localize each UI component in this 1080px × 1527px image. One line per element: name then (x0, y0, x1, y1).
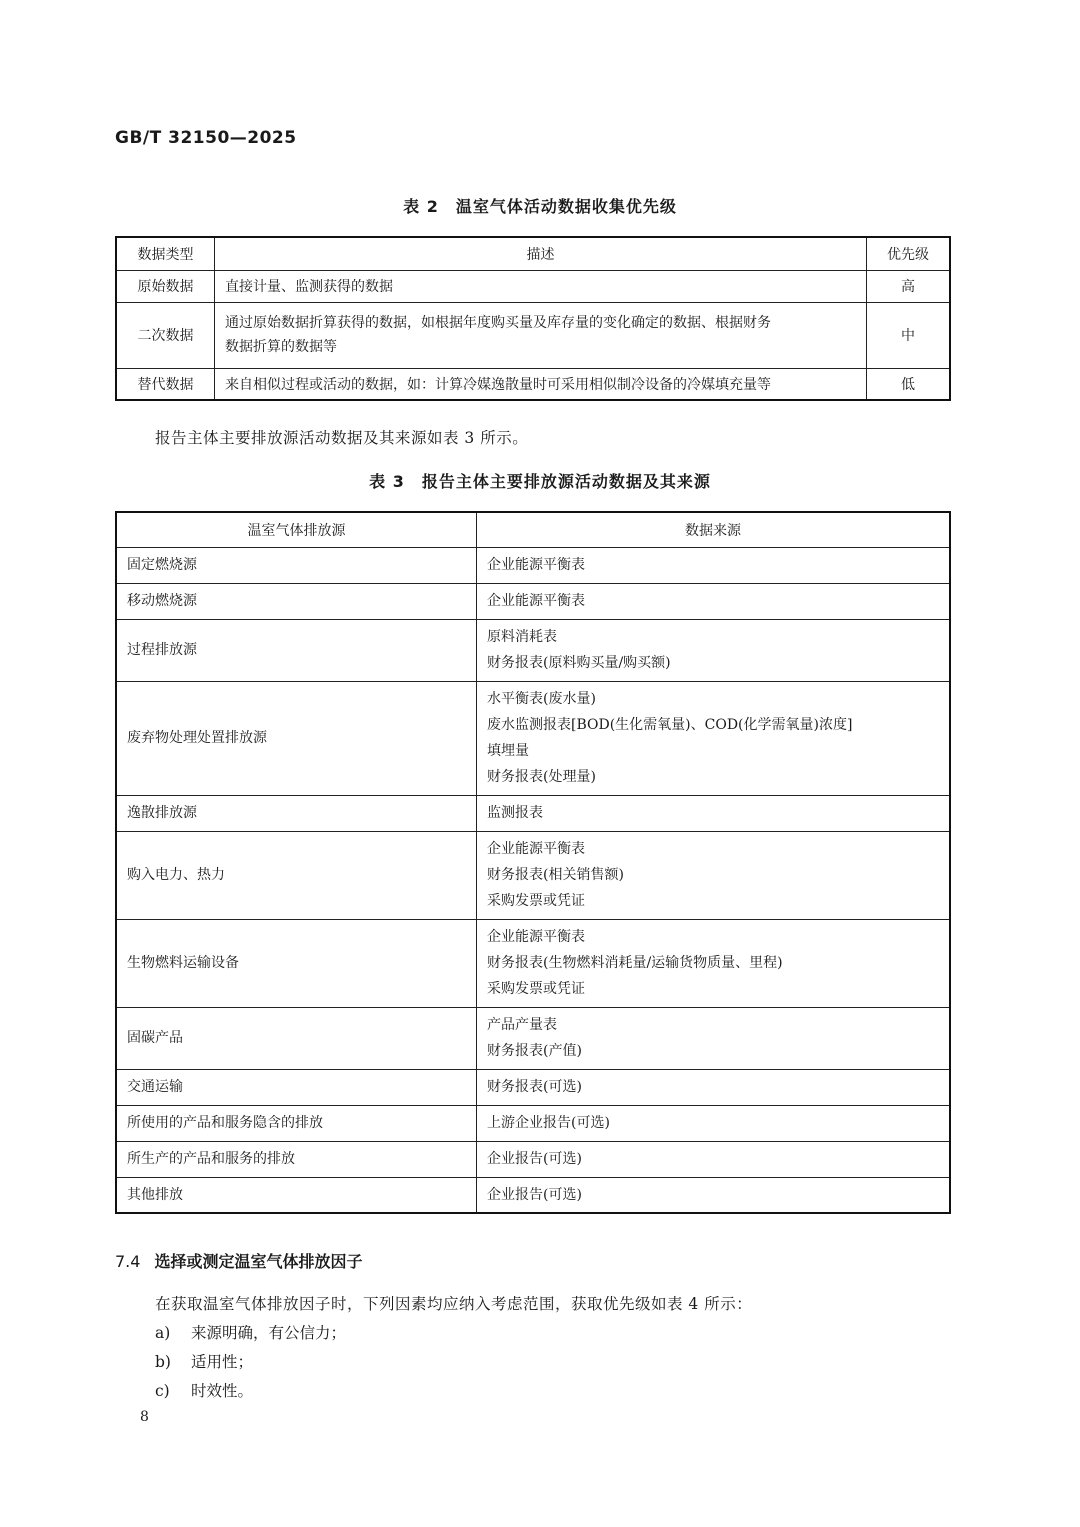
data-source-cell (477, 1177, 951, 1213)
emission-source-cell: 生物燃料运输设备 (116, 919, 477, 1007)
data-source-cell (477, 831, 951, 919)
table2-header: 描述 (215, 237, 867, 270)
table3-header-row (116, 512, 950, 547)
list-text: 适用性； (191, 1353, 254, 1371)
data-source-cell (477, 919, 951, 1007)
table-row (116, 1069, 950, 1105)
data-source-line: 水平衡表(废水量) (487, 691, 596, 707)
list-text: 来源明确，有公信力； (191, 1324, 347, 1342)
data-type-cell: 二次数据 (116, 302, 215, 368)
data-source-line: 财务报表(生物燃料消耗量/运输货物质量、里程) (487, 955, 783, 971)
emission-source-cell: 废弃物处理处置排放源 (116, 681, 477, 795)
data-source-line: 财务报表(可选) (487, 1079, 582, 1095)
page-number: 8 (140, 1409, 149, 1425)
data-source-line: 企业能源平衡表 (487, 841, 585, 857)
data-source-cell (477, 681, 951, 795)
table2-header: 优先级 (867, 237, 951, 270)
table-row (116, 1141, 950, 1177)
table-row (116, 831, 950, 919)
table-row (116, 547, 950, 583)
list-item (155, 1321, 346, 1343)
emission-source-cell: 移动燃烧源 (116, 583, 477, 619)
data-source-line: 监测报表 (487, 805, 543, 821)
section-title: 选择或测定温室气体排放因子 (154, 1252, 363, 1271)
table-row (116, 270, 950, 302)
table3-caption: 表 3 报告主体主要排放源活动数据及其来源 (369, 472, 711, 491)
table-row (116, 1007, 950, 1069)
data-type-cell: 替代数据 (116, 368, 215, 400)
priority-cell: 中 (867, 302, 951, 368)
data-source-line: 原料消耗表 (487, 629, 557, 645)
table-row (116, 619, 950, 681)
data-source-line: 财务报表(处理量) (487, 769, 596, 785)
emission-source-cell: 固定燃烧源 (116, 547, 477, 583)
table3 (115, 511, 951, 1214)
description-line: 直接计量、监测获得的数据 (225, 279, 393, 295)
list-text: 时效性。 (191, 1382, 254, 1400)
data-source-line: 废水监测报表[BOD(生化需氧量)、COD(化学需氧量)浓度] (487, 717, 853, 733)
table-row (116, 919, 950, 1007)
table-row (116, 583, 950, 619)
emission-source-cell: 交通运输 (116, 1069, 477, 1105)
emission-source-cell: 购入电力、热力 (116, 831, 477, 919)
priority-cell: 低 (867, 368, 951, 400)
emission-source-cell: 逸散排放源 (116, 795, 477, 831)
list-marker: b) (155, 1353, 171, 1371)
data-source-cell (477, 1007, 951, 1069)
data-source-line: 企业报告(可选) (487, 1186, 582, 1203)
section-heading (115, 1249, 362, 1272)
data-source-line: 企业能源平衡表 (487, 557, 585, 573)
data-source-line: 财务报表(相关销售额) (487, 867, 624, 883)
table-row (116, 795, 950, 831)
table2 (115, 236, 951, 401)
data-source-cell (477, 1105, 951, 1141)
emission-source-cell: 过程排放源 (116, 619, 477, 681)
data-source-line: 企业能源平衡表 (487, 593, 585, 609)
data-source-line: 填埋量 (487, 743, 529, 759)
data-type-cell: 原始数据 (116, 270, 215, 302)
data-source-line: 上游企业报告(可选) (487, 1115, 610, 1131)
table3-header: 温室气体排放源 (116, 512, 477, 547)
emission-source-cell: 其他排放 (116, 1177, 477, 1213)
standard-number: GB/T 32150—2025 (115, 128, 297, 148)
priority-cell: 高 (867, 270, 951, 302)
list-item (155, 1350, 253, 1372)
table-row (116, 368, 950, 400)
description-cell (215, 302, 867, 368)
data-source-cell (477, 1069, 951, 1105)
description-cell (215, 368, 867, 400)
table-row (116, 1177, 950, 1213)
section-number: 7.4 (115, 1252, 141, 1271)
paragraph: 报告主体主要排放源活动数据及其来源如表 3 所示。 (155, 429, 529, 447)
data-source-line: 采购发票或凭证 (487, 893, 585, 909)
emission-source-cell: 所生产的产品和服务的排放 (116, 1141, 477, 1177)
data-source-line: 财务报表(产值) (487, 1043, 582, 1059)
paragraph: 在获取温室气体排放因子时，下列因素均应纳入考虑范围，获取优先级如表 4 所示： (155, 1295, 753, 1313)
emission-source-cell: 所使用的产品和服务隐含的排放 (116, 1105, 477, 1141)
data-source-cell (477, 619, 951, 681)
table2-header-row (116, 237, 950, 270)
list-marker: c) (155, 1382, 170, 1400)
data-source-line: 产品产量表 (487, 1017, 557, 1033)
description-line: 来自相似过程或活动的数据，如：计算冷媒逸散量时可采用相似制冷设备的冷媒填充量等 (225, 376, 771, 393)
data-source-cell (477, 583, 951, 619)
table3-header: 数据来源 (477, 512, 951, 547)
table-row (116, 302, 950, 368)
data-source-cell (477, 1141, 951, 1177)
data-source-line: 财务报表(原料购买量/购买额) (487, 655, 671, 671)
data-source-line: 企业报告(可选) (487, 1151, 582, 1167)
data-source-line: 采购发票或凭证 (487, 981, 585, 997)
data-source-line: 企业能源平衡表 (487, 929, 585, 945)
emission-source-cell: 固碳产品 (116, 1007, 477, 1069)
data-source-cell (477, 795, 951, 831)
description-line: 通过原始数据折算获得的数据，如根据年度购买量及库存量的变化确定的数据、根据财务 (225, 315, 771, 331)
description-cell (215, 270, 867, 302)
table2-header: 数据类型 (116, 237, 215, 270)
description-line: 数据折算的数据等 (225, 339, 337, 355)
table-row (116, 1105, 950, 1141)
table-row (116, 681, 950, 795)
data-source-cell (477, 547, 951, 583)
table2-caption: 表 2 温室气体活动数据收集优先级 (403, 197, 677, 216)
list-marker: a) (155, 1324, 171, 1342)
list-item (155, 1379, 253, 1401)
